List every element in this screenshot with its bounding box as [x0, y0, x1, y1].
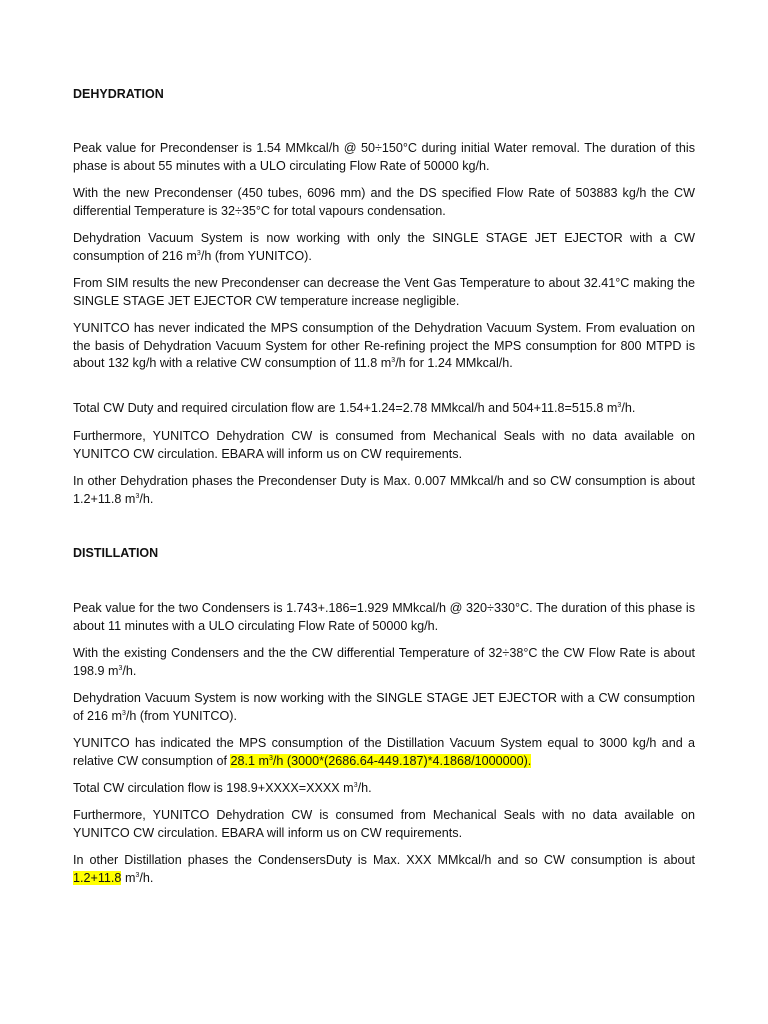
dehydration-paragraph-4: From SIM results the new Precondenser can decrease the Vent Gas Temperature to about 32.41°C making the SINGLE STAGE JET EJECTOR CW temperature increase negligible. — [73, 276, 695, 308]
distillation-paragraph-6: Furthermore, YUNITCO Dehydration CW is consumed from Mechanical Seals with no data available on YUNITCO CW circulation. EBARA will inform us on CW requirements. — [73, 808, 695, 840]
distillation-paragraph-4: YUNITCO has indicated the MPS consumption of the Distillation Vacuum System equal to 3000 kg/h and a relative CW consumption of 28.1 $m^3/h$ (3000*(2686.64-449.187)*4.1868/1000000). — [73, 736, 695, 768]
distillation-heading: DISTILLATION — [73, 546, 159, 560]
distillation-paragraph-5: Total CW circulation flow is 198.9+XXXX=XXXX $m^3/h$. — [73, 781, 372, 795]
highlighted-cw-sum: 1.2+11.8 — [73, 870, 122, 885]
distillation-paragraph-2: With the existing Condensers and the the CW differential Temperature of 32÷38°C the CW Flow Rate is about 198.9 $m^3/h$. — [73, 646, 695, 678]
dehydration-paragraph-2: With the new Precondenser (450 tubes, 6096 mm) and the DS specified Flow Rate of 503883 kg/h the CW differential Temperature is 32÷35°C for total vapours condensation. — [73, 186, 695, 218]
dehydration-paragraph-3: Dehydration Vacuum System is now working with only the SINGLE STAGE JET EJECTOR with a CW consumption of 216 $m^3/h$ (from YUNITCO). — [73, 231, 695, 263]
dehydration-paragraph-8: In other Dehydration phases the Precondenser Duty is Max. 0.007 MMkcal/h and so CW consumption is about 1.2+11.8 $m^3/h$. — [73, 474, 695, 506]
distillation-paragraph-3: Dehydration Vacuum System is now working with the SINGLE STAGE JET EJECTOR with a CW consumption of 216 $m^3/h$ (from YUNITCO). — [73, 691, 695, 723]
distillation-paragraph-1: Peak value for the two Condensers is 1.743+.186=1.929 MMkcal/h @ 320÷330°C. The duration of this phase is about 11 minutes with a ULO circulating Flow Rate of 50000 kg/h. — [73, 601, 695, 633]
dehydration-paragraph-1: Peak value for Precondenser is 1.54 MMkcal/h @ 50÷150°C during initial Water removal. The duration of this phase is about 55 minutes with a ULO circulating Flow Rate of 50000 kg/h. — [73, 141, 695, 173]
dehydration-paragraph-5: YUNITCO has never indicated the MPS consumption of the Dehydration Vacuum System. From evaluation on the basis of Dehydration Vacuum System for other Re-refining project the MPS consumption for 800 MTPD is about 132 kg/h with a relative CW consumption of 11.8 $m^3/h$ for 1.24 MMkcal/h. — [73, 321, 695, 370]
distillation-paragraph-7: In other Distillation phases the CondensersDuty is Max. XXX MMkcal/h and so CW consumption is about 1.2+11.8 $m^3/h$. — [73, 853, 695, 885]
dehydration-paragraph-7: Furthermore, YUNITCO Dehydration CW is consumed from Mechanical Seals with no data available on YUNITCO CW circulation. EBARA will inform us on CW requirements. — [73, 429, 695, 461]
highlighted-cw-consumption: 28.1 $m^3/h$ (3000*(2686.64-449.187)*4.1868/1000000). — [230, 753, 532, 768]
dehydration-paragraph-6: Total CW Duty and required circulation flow are 1.54+1.24=2.78 MMkcal/h and 504+11.8=515.8 $m^3/h$. — [73, 401, 636, 415]
dehydration-heading: DEHYDRATION — [73, 87, 164, 101]
